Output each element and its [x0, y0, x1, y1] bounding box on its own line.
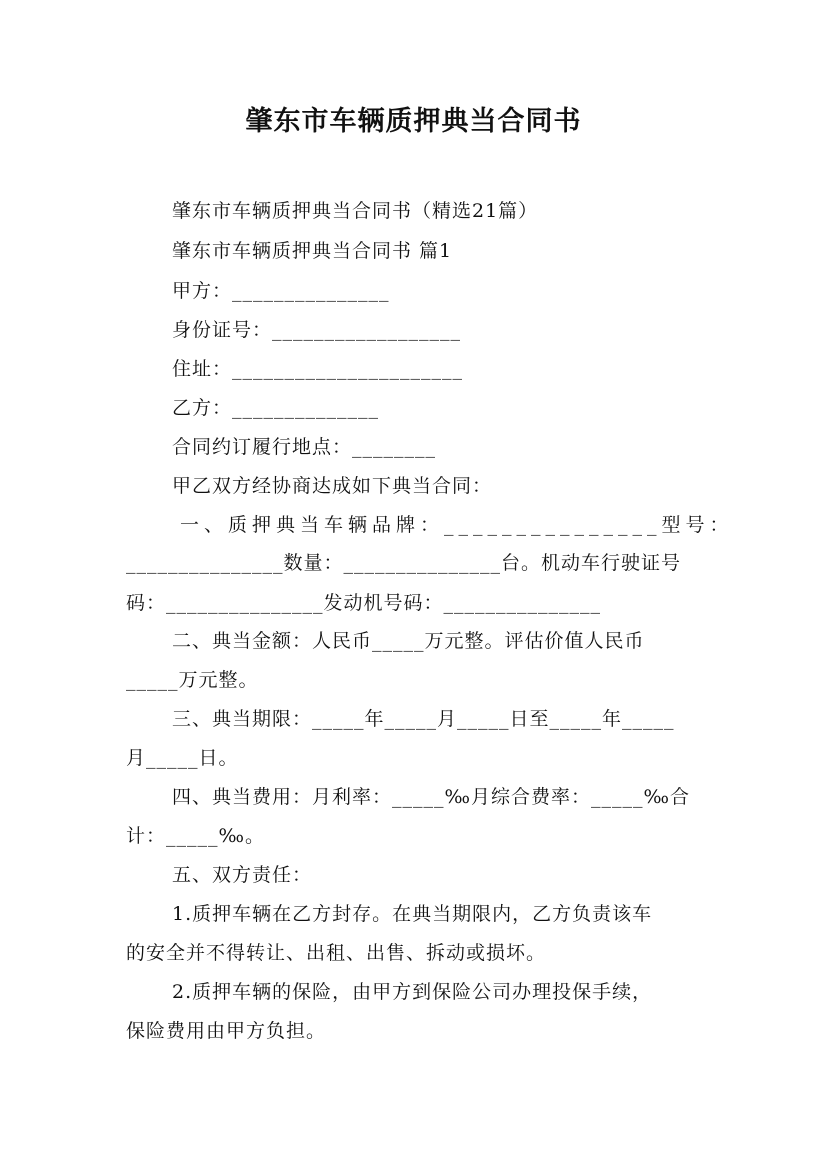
clause-4-line-1: 四、典当费用：月利率：_____‰月综合费率：_____‰合 [172, 786, 690, 808]
clause-1-line-2: _______________数量：_______________台。机动车行驶证号 [126, 552, 682, 574]
section-heading: 肇东市车辆质押典当合同书 篇1 [172, 240, 453, 262]
party-a-field: 甲方：_______________ [172, 280, 390, 302]
clause-5-heading: 五、双方责任： [172, 864, 313, 886]
clause-4-line-2: 计：_____‰。 [126, 825, 265, 847]
clause-2-line-2: _____万元整。 [126, 669, 259, 691]
id-number-field: 身份证号：__________________ [172, 319, 462, 341]
clause-2-line-1: 二、典当金额：人民币_____万元整。评估价值人民币 [172, 630, 645, 652]
contract-location-field: 合同约订履行地点：________ [172, 436, 437, 458]
clause-5-item-1-line-1: 1.质押车辆在乙方封存。在典当期限内，乙方负责该车 [172, 903, 653, 925]
party-b-field: 乙方：______________ [172, 397, 380, 419]
agreement-intro: 甲乙双方经协商达成如下典当合同： [172, 475, 493, 497]
clause-5-item-2-line-1: 2.质押车辆的保险，由甲方到保险公司办理投保手续， [172, 981, 653, 1003]
subtitle-line: 肇东市车辆质押典当合同书（精选21篇） [172, 200, 539, 222]
clause-3-line-2: 月_____日。 [126, 747, 239, 769]
address-field: 住址：______________________ [172, 358, 464, 380]
clause-5-item-2-line-2: 保险费用由甲方负担。 [126, 1020, 327, 1042]
clause-3-line-1: 三、典当期限：_____年_____月_____日至_____年_____ [172, 708, 675, 730]
document-title: 肇东市车辆质押典当合同书 [245, 106, 582, 137]
clause-5-item-1-line-2: 的安全并不得转让、出租、出售、拆动或损坏。 [126, 942, 547, 964]
clause-1-line-1: 一、质押典当车辆品牌：_______________型号： [180, 514, 734, 536]
clause-1-line-3: 码：_______________发动机号码：_______________ [126, 592, 602, 614]
